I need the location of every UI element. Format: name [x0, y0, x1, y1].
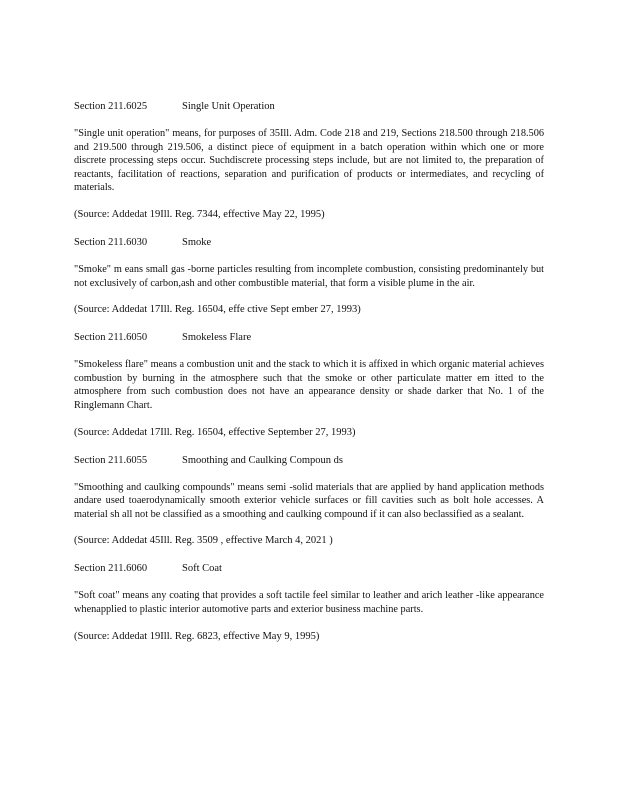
section-211-6030	[74, 236, 544, 317]
document-page	[74, 100, 544, 658]
section-heading	[74, 562, 544, 576]
section-source: (Source: Addedat 45Ill. Reg. 3509 , effective March 4, 2021 )	[74, 535, 333, 547]
section-number: Section 211.6060	[74, 563, 148, 575]
section-source: (Source: Addedat 19Ill. Reg. 6823, effective May 9, 1995)	[74, 630, 320, 642]
section-title: Soft Coat	[182, 563, 222, 575]
section-heading	[74, 100, 544, 114]
section-body: "Soft coat" means any coating that provides a soft tactile feel similar to leather and arich leather -like appearance whenapplied to plastic interior automotive parts and exterior business machine parts.	[74, 590, 544, 615]
section-heading	[74, 331, 544, 345]
section-source: (Source: Addedat 17Ill. Reg. 16504, effective September 27, 1993)	[74, 426, 356, 438]
section-number: Section 211.6030	[74, 236, 148, 248]
section-body: "Smokeless flare" means a combustion unit and the stack to which it is affixed in which organic material achieves combustion by burning in the atmosphere such that the smoke or other particulate matter em itted to the atmosphere from such combustion does not have an appearance density or shade darker that No. 1 of the Ringlemann Chart.	[74, 359, 544, 411]
section-number: Section 211.6055	[74, 454, 148, 466]
section-number: Section 211.6025	[74, 101, 148, 112]
section-title: Smokeless Flare	[182, 332, 252, 344]
section-body: "Smoke" m eans small gas -borne particles resulting from incomplete combustion, consisting predominantely but not exclusively of carbon,ash and other combustible material, that form a visible plume in the air.	[74, 263, 544, 289]
section-211-6025	[74, 100, 544, 222]
section-body: "Smoothing and caulking compounds" means semi -solid materials that are applied by hand application methods andare used toaerodynamically smooth exterior vehicle surfaces or fill cavities such as bolt hole accesses. A material sh all not be classified as a smoothing and caulking compound if it can also beclassified as a sealant.	[74, 481, 544, 520]
section-title: Smoke	[182, 236, 212, 248]
section-body: "Single unit operation" means, for purposes of 35Ill. Adm. Code 218 and 219, Sections 218.500 through 218.506 and 219.500 through 219.506, a distinct piece of equipment in a batch operation within which one or more discrete processing steps occur. Suchdiscrete processing steps include, but are not limited to, the preparation of reactants, facilitation of reactions, separation and purification of products or intermediates, and recycling of materials.	[74, 128, 544, 194]
section-heading	[74, 454, 544, 468]
section-title: Single Unit Operation	[182, 101, 275, 112]
section-211-6055	[74, 454, 544, 549]
section-source: (Source: Addedat 17Ill. Reg. 16504, effe ctive Sept ember 27, 1993)	[74, 304, 361, 316]
section-211-6050	[74, 331, 544, 439]
section-heading	[74, 236, 544, 250]
section-number: Section 211.6050	[74, 332, 148, 344]
section-211-6060	[74, 562, 544, 643]
section-title: Smoothing and Caulking Compoun ds	[182, 454, 344, 466]
section-source: (Source: Addedat 19Ill. Reg. 7344, effective May 22, 1995)	[74, 208, 325, 220]
